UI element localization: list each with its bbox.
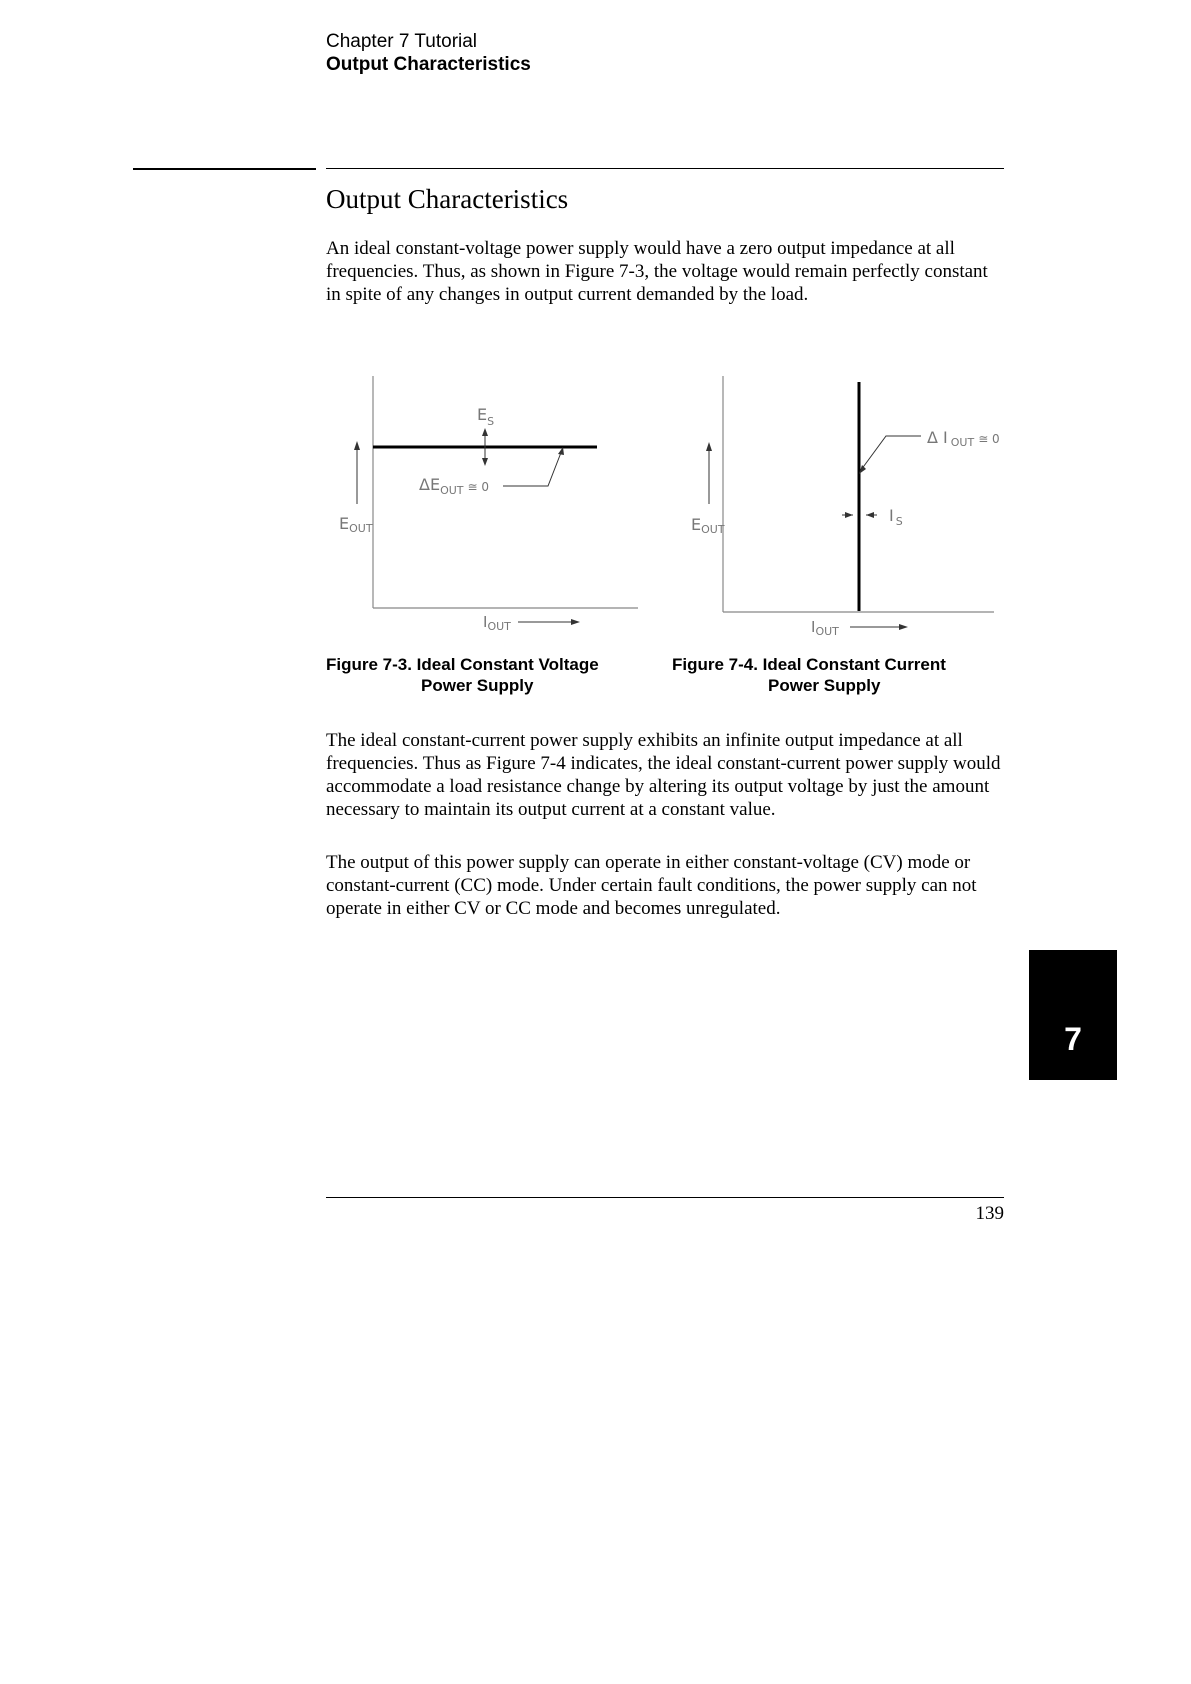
delta-iout-label: Δ I OUT ≅ 0 (927, 428, 1000, 449)
page-number: 139 (975, 1203, 1004, 1224)
figure-7-4 (676, 370, 1006, 640)
chapter-tab (1029, 950, 1117, 1080)
figure-7-4-caption (672, 654, 982, 696)
paragraph-ideal-cc: The ideal constant-current power supply exhibits an infinite output impedance at all frequencies. Thus as Figure 7-4 indicates, the ideal constant-current power supply would accommodate a load resistance change by altering its output voltage by just the amount necessary to maintain its output current at a constant value. (326, 730, 1001, 820)
paragraph-operating-modes: The output of this power supply can operate in either constant-voltage (CV) mode or constant-current (CC) mode. Under certain fault conditions, the power supply can not operate in either CV or CC mode and becomes unregulated. (326, 852, 977, 919)
figure-7-3-caption (326, 654, 646, 696)
figure-7-4-caption-line1: Figure 7-4. Ideal Constant Current (672, 655, 946, 674)
header-chapter: Chapter 7 Tutorial (326, 31, 478, 52)
is-arrow-right (866, 512, 874, 518)
header-section: Output Characteristics (326, 54, 531, 75)
iout-label: $I_{OUT}$ (483, 613, 511, 633)
figure-7-4-caption-line2: Power Supply (768, 676, 881, 695)
is-label: I $_S$ (889, 506, 903, 528)
delta-leader-line (861, 436, 921, 470)
eout-arrow-head (354, 441, 360, 450)
es-arrow-up (482, 428, 488, 436)
figure-7-4-diagram (676, 370, 1006, 640)
figure-7-3 (326, 370, 656, 640)
paragraph-ideal-cv: An ideal constant-voltage power supply would have a zero output impedance at all frequencies. Thus, as shown in Figure 7-3, the voltage would remain perfectly constant in spite of any changes in output current demanded by the load. (326, 238, 988, 305)
eout-arrow-head (706, 442, 712, 451)
figure-7-3-diagram (326, 370, 656, 640)
figure-7-3-caption-line2: Power Supply (421, 676, 534, 695)
delta-leader-line (503, 450, 562, 486)
section-title: Output Characteristics (326, 184, 569, 214)
iout-arrow-head (899, 624, 908, 630)
eout-label: EOUT (691, 515, 725, 536)
header-rule-main (326, 168, 1004, 169)
figure-7-3-caption-line1: Figure 7-3. Ideal Constant Voltage (326, 655, 599, 674)
es-label: $E_S$ (477, 405, 495, 428)
is-arrow-left (845, 512, 853, 518)
header-rule-left (133, 168, 316, 170)
eout-label: EOUT (339, 514, 373, 535)
es-arrow-down (482, 458, 488, 466)
chapter-tab-number: 7 (1064, 1021, 1082, 1057)
iout-label: $I_{OUT}$ (811, 618, 839, 638)
iout-arrow-head (571, 619, 580, 625)
footer-rule (326, 1197, 1004, 1198)
delta-eout-label: $\Delta E_{OUT}$ ≅ 0 (419, 475, 490, 497)
